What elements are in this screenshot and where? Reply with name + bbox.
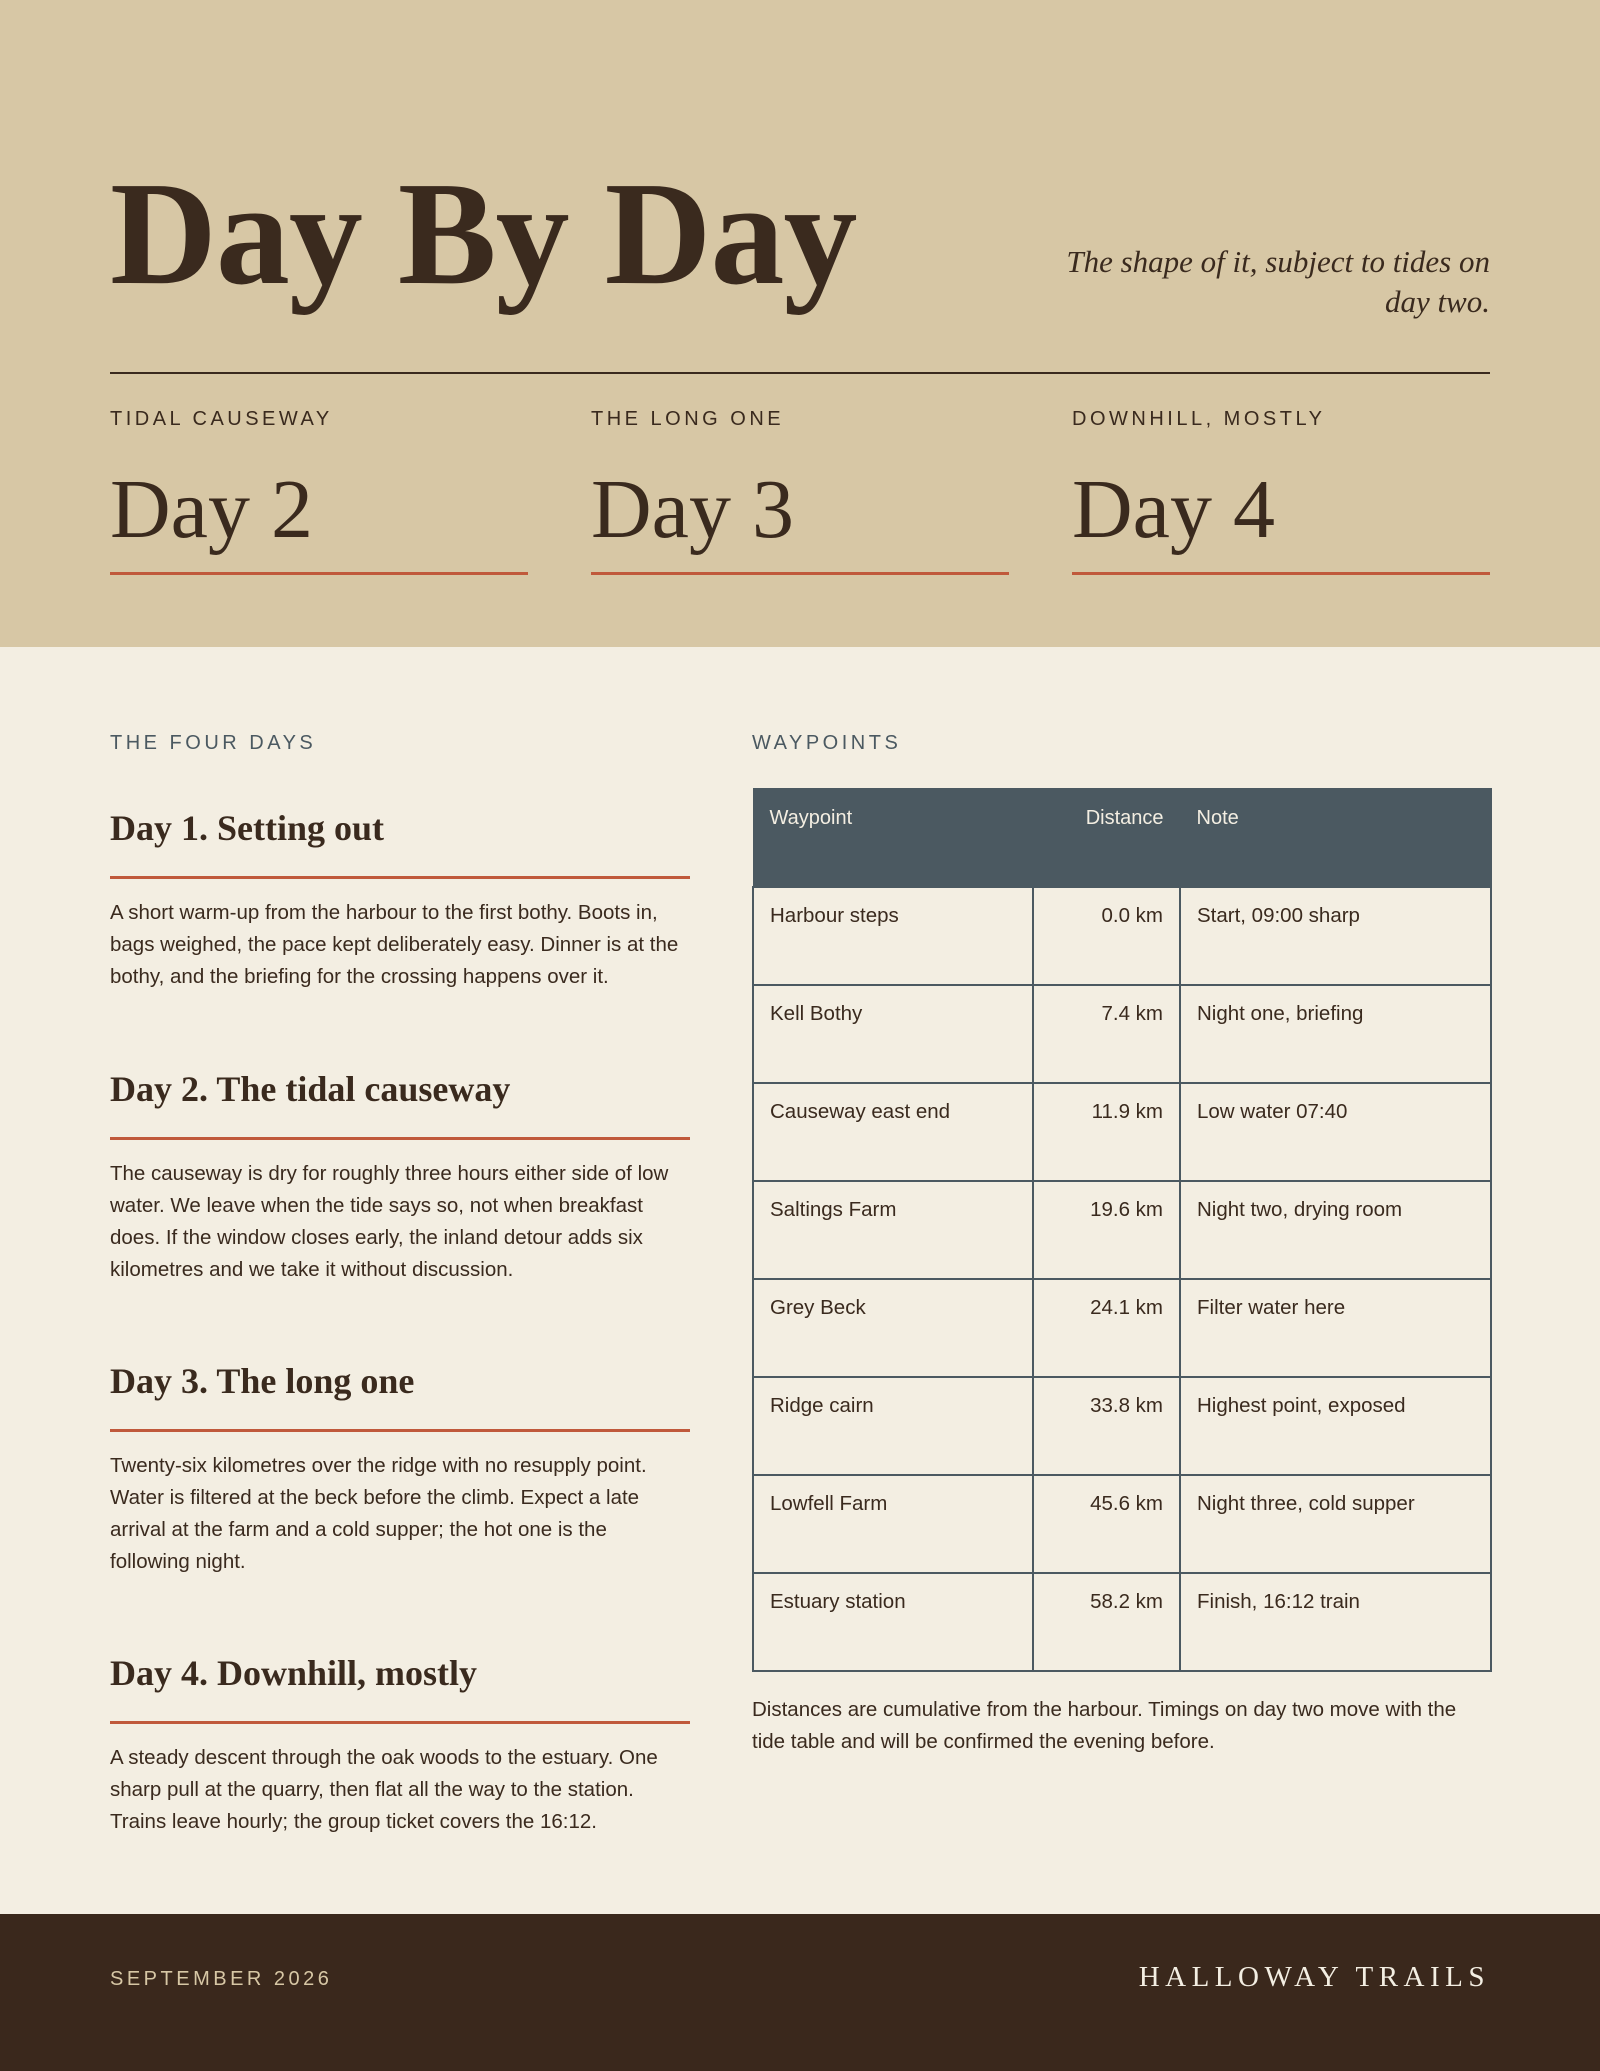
- column-header-waypoint: Waypoint: [753, 789, 1033, 887]
- day-heading-rule: [110, 1721, 690, 1724]
- day-body: Twenty-six kilometres over the ridge with no resupply point. Water is filtered at the beck before the climb. Expect a late arrival at the farm and a cold supper; the hot one is the following night.: [110, 1454, 647, 1573]
- day-card-eyebrow: TIDAL CAUSEWAY: [110, 408, 333, 430]
- day-heading-rule: [110, 1429, 690, 1432]
- day-card-eyebrow: DOWNHILL, MOSTLY: [1072, 408, 1326, 430]
- waypoint-name: Estuary station: [753, 1573, 1033, 1671]
- waypoint-note: Night two, drying room: [1180, 1181, 1491, 1279]
- column-header-note: Note: [1180, 789, 1491, 887]
- footer-date: SEPTEMBER 2026: [110, 1968, 333, 1990]
- day-card-2: [110, 404, 528, 558]
- waypoint-name: Kell Bothy: [753, 985, 1033, 1083]
- waypoint-note: Finish, 16:12 train: [1180, 1573, 1491, 1671]
- day-3-section: [110, 1359, 690, 1578]
- waypoint-note: Highest point, exposed: [1180, 1377, 1491, 1475]
- day-heading: Day 3. The long one: [110, 1361, 415, 1401]
- waypoint-distance: 19.6 km: [1033, 1181, 1180, 1279]
- page-subtitle: The shape of it, subject to tides on day two.: [1066, 244, 1490, 319]
- hero-banner: [0, 0, 1600, 647]
- waypoint-distance: 45.6 km: [1033, 1475, 1180, 1573]
- waypoint-name: Harbour steps: [753, 887, 1033, 985]
- waypoint-distance: 7.4 km: [1033, 985, 1180, 1083]
- table-row: [753, 1573, 1491, 1671]
- day-heading: Day 2. The tidal causeway: [110, 1069, 511, 1109]
- waypoint-name: Grey Beck: [753, 1279, 1033, 1377]
- page-title: Day By Day: [110, 152, 857, 316]
- day-card-label: Day 4: [1072, 463, 1275, 556]
- table-row: [753, 985, 1491, 1083]
- four-days-label: THE FOUR DAYS: [110, 732, 317, 754]
- waypoint-name: Saltings Farm: [753, 1181, 1033, 1279]
- footer-brand: HALLOWAY TRAILS: [1138, 1961, 1490, 1993]
- day-heading-rule: [110, 876, 690, 879]
- waypoint-note: Night one, briefing: [1180, 985, 1491, 1083]
- waypoint-distance: 11.9 km: [1033, 1083, 1180, 1181]
- day-1-section: [110, 806, 690, 993]
- day-card-label: Day 2: [110, 463, 313, 556]
- day-card-3: [591, 404, 1009, 558]
- table-row: [753, 1475, 1491, 1573]
- table-row: [753, 1083, 1491, 1181]
- waypoint-note: Low water 07:40: [1180, 1083, 1491, 1181]
- table-row: [753, 1377, 1491, 1475]
- table-row: [753, 1181, 1491, 1279]
- day-card-underline: [591, 572, 1009, 575]
- table-footnote: Distances are cumulative from the harbour. Timings on day two move with the tide table and will be confirmed the evening before.: [752, 1698, 1457, 1753]
- day-2-section: [110, 1067, 690, 1286]
- waypoint-distance: 33.8 km: [1033, 1377, 1180, 1475]
- waypoint-name: Lowfell Farm: [753, 1475, 1033, 1573]
- table-row: [753, 1279, 1491, 1377]
- waypoint-distance: 58.2 km: [1033, 1573, 1180, 1671]
- waypoint-note: Start, 09:00 sharp: [1180, 887, 1491, 985]
- day-heading-rule: [110, 1137, 690, 1140]
- column-header-distance: Distance: [1033, 789, 1180, 887]
- day-heading: Day 1. Setting out: [110, 808, 385, 848]
- day-card-eyebrow: THE LONG ONE: [591, 408, 785, 430]
- table-header-row: [753, 789, 1491, 887]
- waypoint-note: Filter water here: [1180, 1279, 1491, 1377]
- page-footer: [0, 1914, 1600, 2071]
- waypoints-table: [752, 788, 1492, 1672]
- hero-divider: [110, 372, 1490, 374]
- day-card-underline: [1072, 572, 1490, 575]
- waypoint-distance: 0.0 km: [1033, 887, 1180, 985]
- waypoints-label: WAYPOINTS: [752, 732, 902, 754]
- waypoint-name: Ridge cairn: [753, 1377, 1033, 1475]
- day-body: The causeway is dry for roughly three hours either side of low water. We leave when the tide says so, not when breakfast does. If the window closes early, the inland detour adds six kilometres and we take it without discussion.: [110, 1162, 669, 1281]
- day-heading: Day 4. Downhill, mostly: [110, 1653, 478, 1693]
- day-card-underline: [110, 572, 528, 575]
- day-body: A steady descent through the oak woods to the estuary. One sharp pull at the quarry, then flat all the way to the station. Trains leave hourly; the group ticket covers the 16:12.: [110, 1746, 658, 1833]
- day-4-section: [110, 1651, 690, 1838]
- waypoint-name: Causeway east end: [753, 1083, 1033, 1181]
- waypoint-note: Night three, cold supper: [1180, 1475, 1491, 1573]
- waypoint-distance: 24.1 km: [1033, 1279, 1180, 1377]
- table-row: [753, 887, 1491, 985]
- day-card-4: [1072, 404, 1490, 558]
- day-body: A short warm-up from the harbour to the first bothy. Boots in, bags weighed, the pace kept deliberately easy. Dinner is at the bothy, and the briefing for the crossing happens over it.: [110, 901, 679, 988]
- day-card-label: Day 3: [591, 463, 794, 556]
